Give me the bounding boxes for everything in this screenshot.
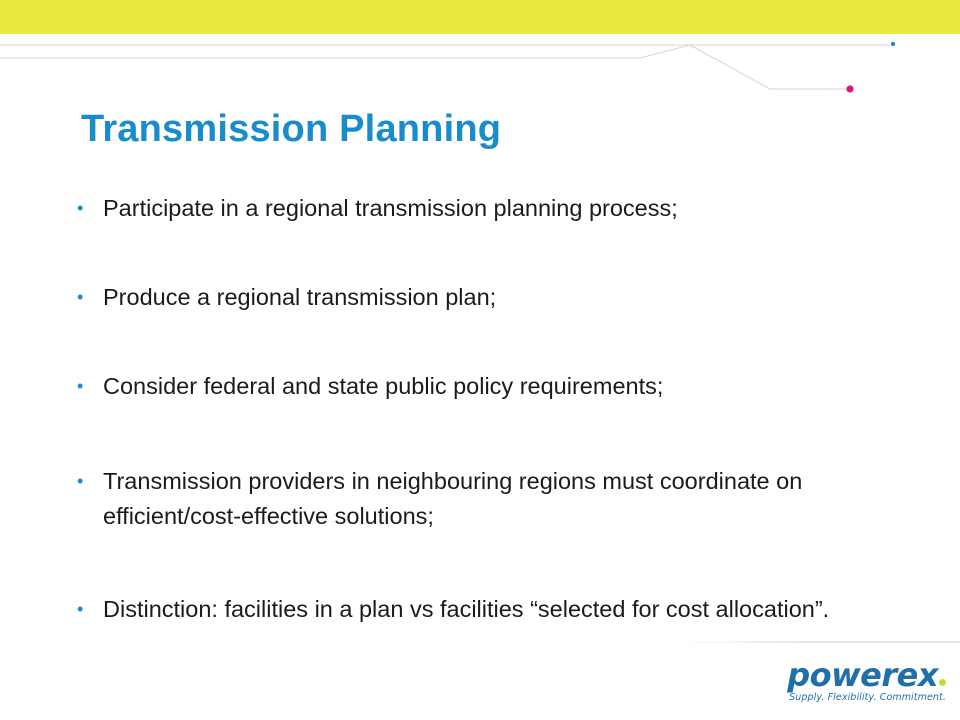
bullet-dot-icon: • [77, 198, 84, 218]
bullet-item [77, 191, 903, 226]
logo-wordmark [787, 658, 946, 692]
bullet-item [77, 464, 903, 534]
bullet-dot-icon: • [77, 471, 84, 491]
powerex-logo [787, 658, 946, 703]
logo-tagline: Supply. Flexibility. Commitment. [789, 692, 946, 703]
bullet-item [77, 369, 903, 404]
bullet-item [77, 280, 903, 315]
slide-title: Transmission Planning [81, 108, 502, 150]
accent-dot-blue [891, 42, 895, 46]
bullet-item [77, 592, 903, 627]
bullet-text: Produce a regional transmission plan; [103, 284, 497, 310]
logo-name: powerex [787, 656, 938, 694]
bullet-text: Distinction: facilities in a plan vs facilities “selected for cost allocation”. [103, 596, 830, 622]
bullet-text: Participate in a regional transmission planning process; [103, 195, 678, 221]
logo-dot-icon [939, 679, 946, 686]
logo-divider [675, 640, 960, 644]
bullet-dot-icon: • [77, 287, 84, 307]
decorative-lines [0, 0, 960, 110]
bullet-dot-icon: • [77, 599, 84, 619]
accent-dot-pink [846, 85, 853, 92]
bullet-text: Consider federal and state public policy requirements; [103, 373, 664, 399]
bullet-text: Transmission providers in neighbouring regions must coordinate on efficient/cost-effective solutions; [103, 468, 803, 529]
bullet-dot-icon: • [77, 376, 84, 396]
